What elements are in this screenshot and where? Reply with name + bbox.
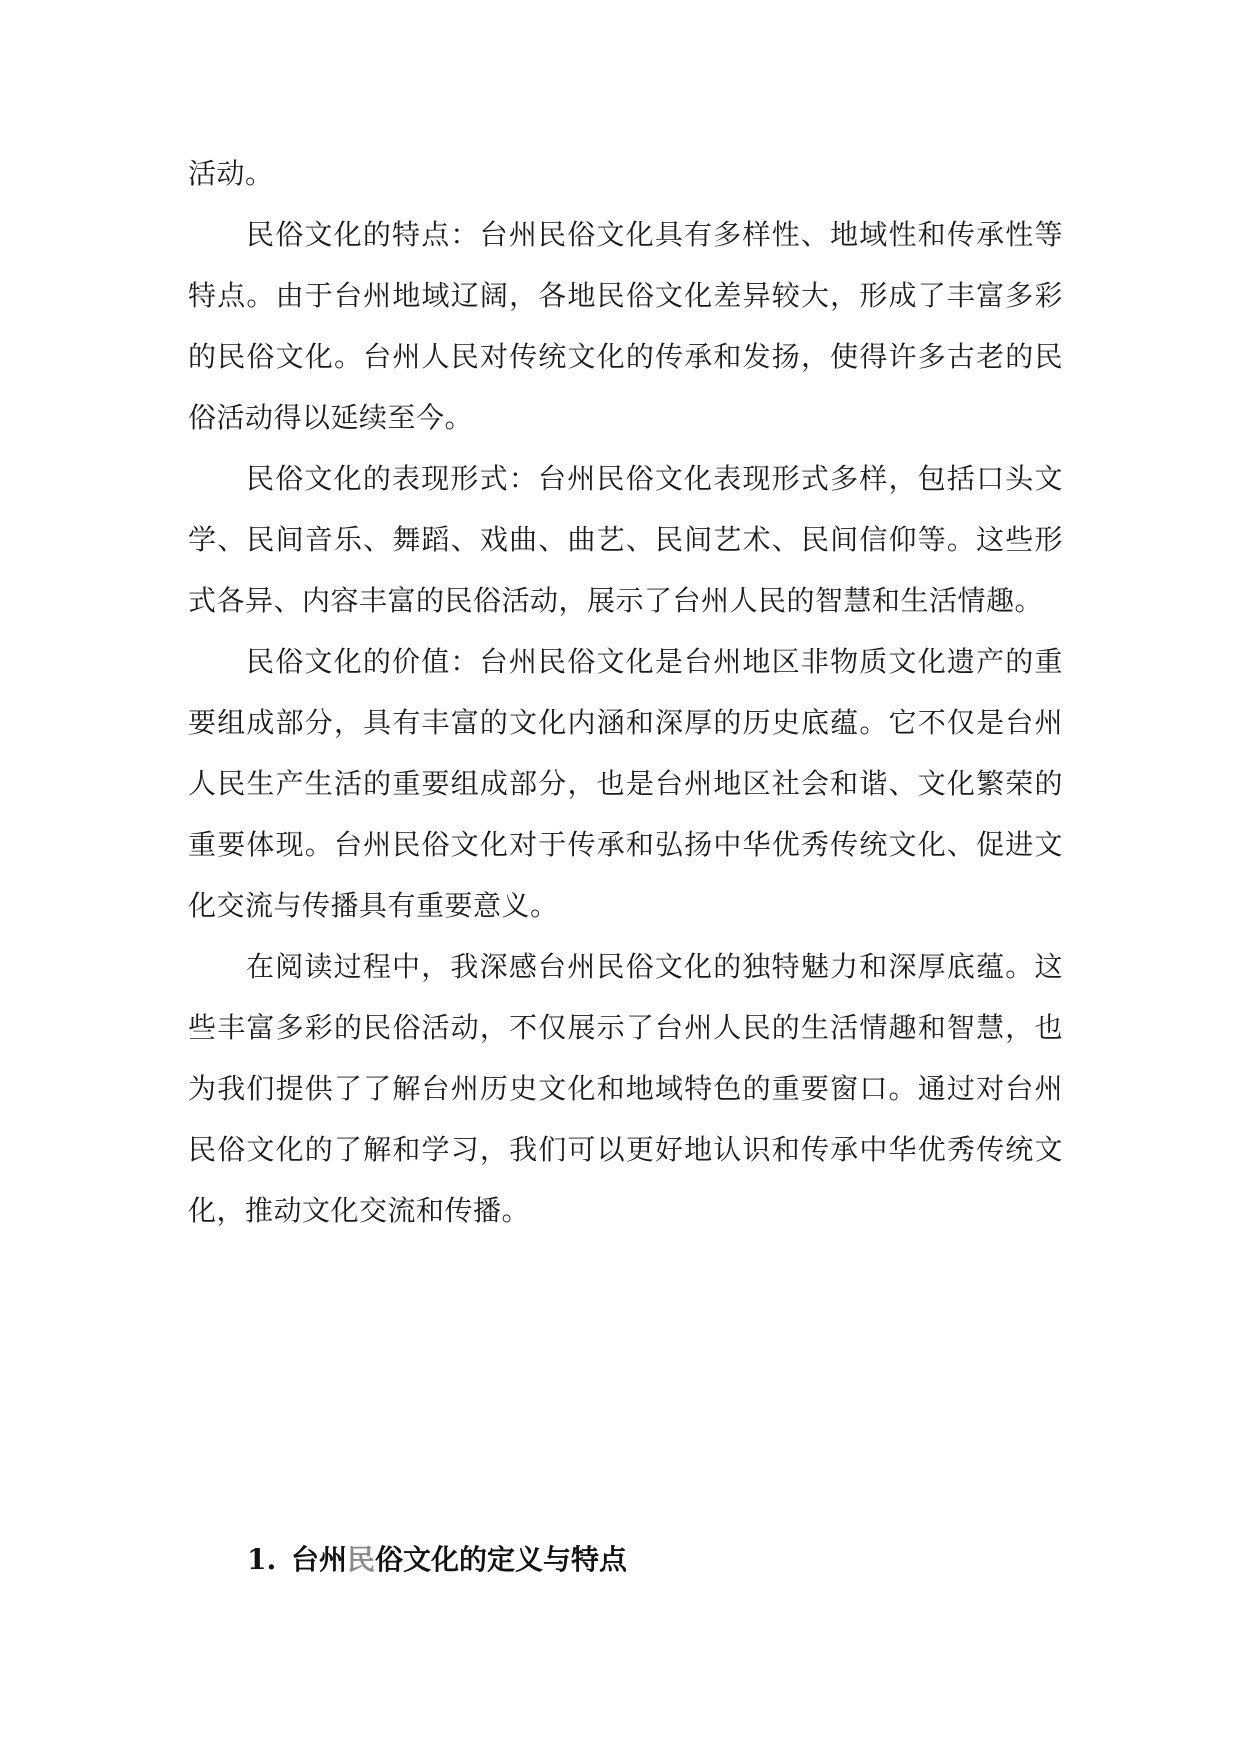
paragraph-continuation: 活动。 [188,157,274,190]
heading-number: 1. [247,1543,277,1576]
paragraph-forms: 民俗文化的表现形式：台州民俗文化表现形式多样，包括口头文学、民间音乐、舞蹈、戏曲、曲艺、民间艺术、民间信仰等。这些形式各异、内容丰富的民俗活动，展示了台州人民的智慧和生活情趣。 [188,462,1063,617]
paragraph-reflection: 在阅读过程中，我深感台州民俗文化的独特魅力和深厚底蕴。这些丰富多彩的民俗活动，不仅展示了台州人民的生活情趣和智慧，也为我们提供了了解台州历史文化和地域特色的重要窗口。通过对台州民俗文化的了解和学习，我们可以更好地认识和传承中华优秀传统文化，推动文化交流和传播。 [188,950,1063,1227]
section-heading [247,1540,627,1580]
heading-text-part2: 民 [347,1543,376,1576]
heading-text-part1: 台州 [291,1543,348,1576]
paragraph-characteristics: 民俗文化的特点：台州民俗文化具有多样性、地域性和传承性等特点。由于台州地域辽阔，各地民俗文化差异较大，形成了丰富多彩的民俗文化。台州人民对传统文化的传承和发扬，使得许多古老的民俗活动得以延续至今。 [188,218,1063,434]
heading-text-part3: 俗文化的定义与特点 [375,1543,628,1576]
paragraph-value: 民俗文化的价值：台州民俗文化是台州地区非物质文化遗产的重要组成部分，具有丰富的文化内涵和深厚的历史底蕴。它不仅是台州人民生产生活的重要组成部分，也是台州地区社会和谐、文化繁荣的重要体现。台州民俗文化对于传承和弘扬中华优秀传统文化、促进文化交流与传播具有重要意义。 [188,645,1063,922]
document-body [188,143,1063,1241]
